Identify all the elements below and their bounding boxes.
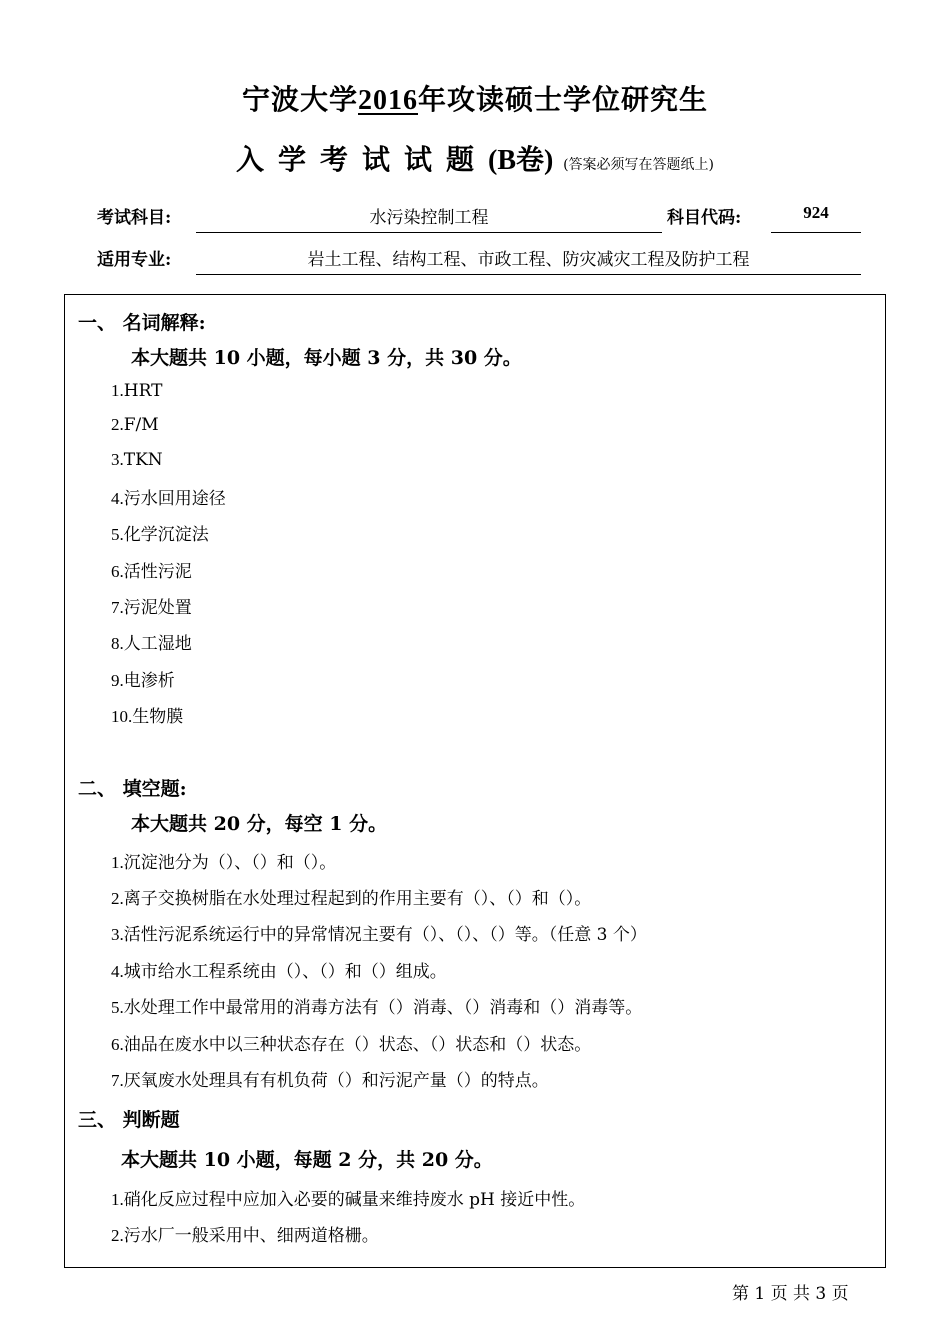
section-heading: 一、 名词解释: [78,312,206,334]
subtitle-main: 入学考试试题 [235,143,488,176]
list-item: 8.人工湿地 [111,634,192,654]
section-heading: 三、 判断题 [78,1109,180,1131]
list-item: 9.电渗析 [111,671,175,691]
section-instruction: 本大题共 10 小题，每小题 3 分，共 30 分。 [131,347,522,369]
list-item: 1.硝化反应过程中应加入必要的碱量来维持废水 pH 接近中性。 [111,1190,586,1210]
question-box [64,294,886,1268]
code-value: 924 [803,203,829,222]
title-prefix: 宁波大学 [241,83,358,116]
list-item: 6.活性污泥 [111,562,192,582]
code-label: 科目代码: [667,208,742,228]
list-item: 4.城市给水工程系统由（）、（）和（）组成。 [111,962,447,982]
list-item: 2.污水厂一般采用中、细两道格栅。 [111,1226,379,1246]
page-footer: 第 1 页 共 3 页 [732,1284,849,1304]
title-suffix: 年攻读硕士学位研究生 [418,83,709,116]
list-item: 7.厌氧废水处理具有有机负荷（）和污泥产量（）的特点。 [111,1071,549,1091]
list-item: 3.TKN [111,450,163,470]
list-item: 1.沉淀池分为（）、（）和（）。 [111,853,337,873]
subject-value: 水污染控制工程 [369,208,489,228]
exam-title [0,78,950,118]
paper-version: (B卷) [488,145,554,176]
section-instruction: 本大题共 20 分，每空 1 分。 [131,813,388,835]
subject-underline [196,232,662,233]
subject-label: 考试科目: [97,208,172,228]
major-label: 适用专业: [97,250,172,270]
list-item: 3.活性污泥系统运行中的异常情况主要有（）、（）、（）等。（任意 3 个） [111,925,647,945]
list-item: 2.离子交换树脂在水处理过程起到的作用主要有（）、（）和（）。 [111,889,592,909]
list-item: 7.污泥处置 [111,598,192,618]
code-underline [771,232,861,233]
section-heading: 二、 填空题: [78,778,187,800]
answer-note: (答案必须写在答题纸上) [563,157,715,173]
list-item: 10.生物膜 [111,707,184,727]
list-item: 4.污水回用途径 [111,489,226,509]
list-item: 5.化学沉淀法 [111,525,209,545]
major-value: 岩土工程、结构工程、市政工程、防灾减灾工程及防护工程 [307,250,750,270]
list-item: 2.F/M [111,415,159,435]
list-item: 5.水处理工作中最常用的消毒方法有（）消毒、（）消毒和（）消毒等。 [111,998,643,1018]
list-item: 1.HRT [111,381,163,401]
list-item: 6.油品在废水中以三种状态存在（）状态、（）状态和（）状态。 [111,1035,592,1055]
major-underline [196,274,861,275]
section-instruction: 本大题共 10 小题，每题 2 分，共 20 分。 [121,1149,493,1171]
title-year: 2016 [358,85,418,116]
exam-subtitle [0,138,950,178]
